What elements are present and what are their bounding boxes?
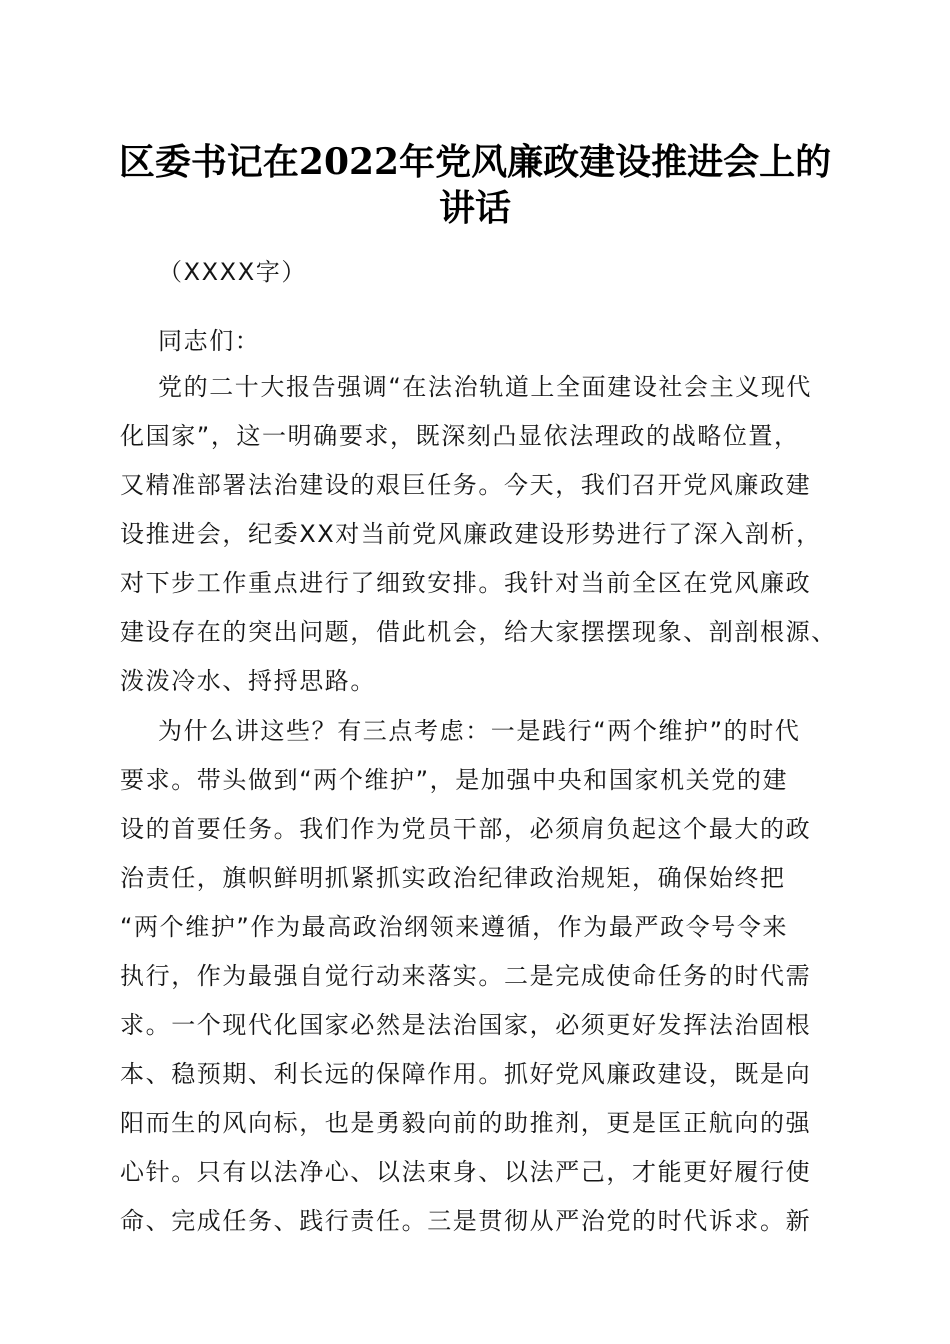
paragraph-line: 本、稳预期、利长远的保障作用。抓好党风廉政建设，既是向 [120, 1060, 812, 1088]
document-title-line-2: 讲话 [438, 187, 511, 229]
paragraph-line: 为什么讲这些？有三点考虑：一是践行“两个维护”的时代 [158, 717, 801, 745]
paragraph-line: 要求。带头做到“两个维护”，是加强中央和国家机关党的建 [120, 766, 789, 794]
word-count: （XXXX字） [158, 258, 307, 286]
paragraph-line: 又精准部署法治建设的艰巨任务。今天，我们召开党风廉政建 [120, 471, 812, 499]
paragraph-line: 求。一个现代化国家必然是法治国家，必须更好发挥法治固根 [120, 1011, 812, 1039]
paragraph-line: 党的二十大报告强调“在法治轨道上全面建设社会主义现代 [158, 373, 813, 401]
paragraph-line: “两个维护”作为最高政治纲领来遵循，作为最严政令号令来 [120, 913, 789, 941]
paragraph-line: 执行，作为最强自觉行动来落实。二是完成使命任务的时代需 [120, 962, 812, 990]
document-title-line-1: 区委书记在2022年党风廉政建设推进会上的 [118, 141, 832, 183]
salutation: 同志们： [158, 327, 261, 355]
paragraph-line: 对下步工作重点进行了细致安排。我针对当前全区在党风廉政 [120, 569, 812, 597]
paragraph-line: 泼泼冷水、捋捋思路。 [120, 667, 376, 695]
paragraph-line: 建设存在的突出问题，借此机会，给大家摆摆现象、剖剖根源、 [120, 618, 837, 646]
paragraph-line: 阳而生的风向标，也是勇毅向前的助推剂，更是匡正航向的强 [120, 1109, 812, 1137]
paragraph-line: 心针。只有以法净心、以法束身、以法严己，才能更好履行使 [120, 1158, 812, 1186]
paragraph-line: 设的首要任务。我们作为党员干部，必须肩负起这个最大的政 [120, 815, 812, 843]
paragraph-line: 化国家”，这一明确要求，既深刻凸显依法理政的战略位置， [120, 422, 800, 450]
paragraph-line: 治责任，旗帜鲜明抓紧抓实政治纪律政治规矩，确保始终把 [120, 864, 786, 892]
paragraph-line: 设推进会，纪委XX对当前党风廉政建设形势进行了深入剖析， [120, 520, 822, 548]
paragraph-line: 命、完成任务、践行责任。三是贯彻从严治党的时代诉求。新 [120, 1207, 812, 1235]
